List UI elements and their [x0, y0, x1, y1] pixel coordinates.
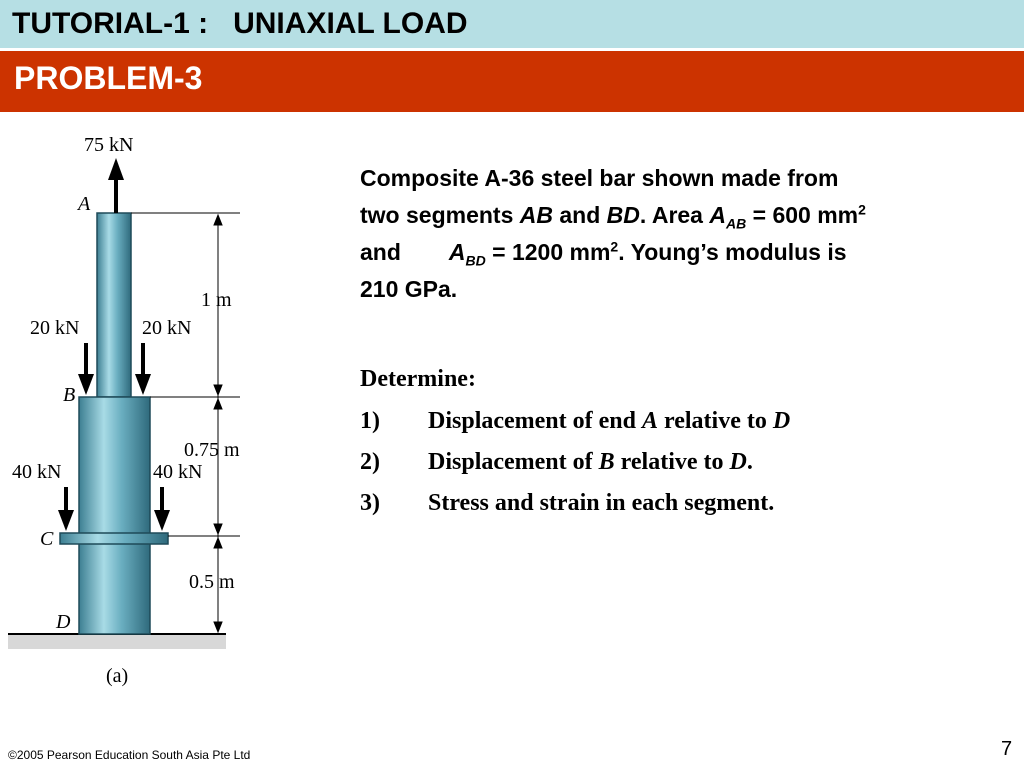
load-c-left-label: 40 kN — [12, 461, 62, 483]
copyright-footer: ©2005 Pearson Education South Asia Pte Ltd — [8, 748, 251, 762]
slide-title: TUTORIAL-1 : UNIAXIAL LOAD — [12, 7, 468, 40]
collar-c — [60, 533, 168, 544]
point-c-label: C — [40, 528, 54, 550]
task-3: 3) Stress and strain in each segment. — [360, 490, 775, 516]
problem-bar — [0, 51, 1024, 112]
task-1: 1) Displacement of end A relative to D — [360, 408, 791, 434]
load-b-left-label: 20 kN — [30, 317, 80, 339]
desc-line-4: 210 GPa. — [360, 276, 458, 302]
dim-ab-label: 1 m — [201, 289, 232, 311]
task-2: 2) Displacement of B relative to D. — [360, 449, 753, 475]
load-c-right-label: 40 kN — [153, 461, 203, 483]
desc-line-2: two segments AB and BD. Area $A_{AB} = 600$ $mm^2$ — [360, 201, 866, 232]
determine-heading: Determine: — [360, 366, 476, 392]
dim-cd-label: 0.5 m — [189, 571, 235, 593]
desc-line-3: and $A_{BD} = 1200$ $mm^2$. Young’s modulus is — [360, 238, 847, 269]
segment-ab — [97, 213, 131, 397]
title-bar — [0, 0, 1024, 48]
desc-line-1: Composite A-36 steel bar shown made from — [360, 165, 839, 191]
ground — [8, 634, 226, 649]
composite-bar-figure — [0, 115, 300, 695]
problem-description — [360, 160, 1000, 308]
figure-caption: (a) — [106, 665, 129, 687]
load-b-right-label: 20 kN — [142, 317, 192, 339]
bar — [60, 213, 168, 634]
point-b-label: B — [63, 384, 76, 406]
point-a-label: A — [78, 193, 91, 215]
page-number: 7 — [1001, 738, 1013, 760]
problem-heading: PROBLEM-3 — [14, 60, 203, 96]
dim-bc-label: 0.75 m — [184, 439, 240, 461]
point-d-label: D — [56, 611, 71, 633]
segment-bd — [79, 397, 150, 634]
load-top-label: 75 kN — [84, 134, 134, 156]
